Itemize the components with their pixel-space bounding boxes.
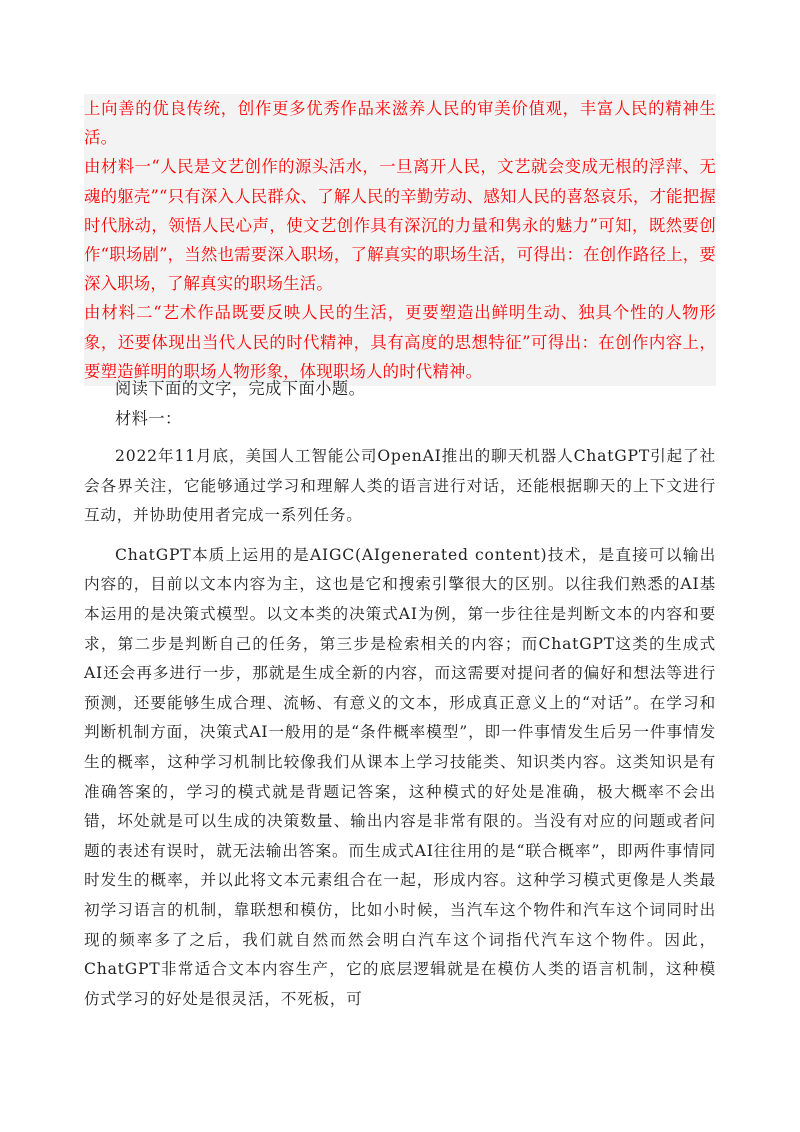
passage-paragraph: ChatGPT本质上运用的是AIGC(AIgenerated content)技术，是直接可以输出内容的，目前以文本内容为主，这也是它和搜索引擎很大的区别。以往我们熟悉的AI基本运用的是决策式模型。以文本类的决策式AI为例，第一步往往是判断文本的内容和要求，第二步是判断自己的任务，第三步是检索相关的内容；而ChatGPT这类的生成式AI还会再多进行一步，那就是生成全新的内容，而这需要对提问者的偏好和想法等进行预测，还要能够生成合理、流畅、有意义的文本，形成真正意义上的“对话”。在学习和判断机制方面，决策式AI一般用的是“条件概率模型”，即一件事情发生后另一件事情发生的概率，这种学习机制比较像我们从课本上学习技能类、知识类内容。这类知识是有准确答案的，学习的模式就是背题记答案，这种模式的好处是准确，极大概率不会出错，坏处就是可以生成的决策数量、输出内容是非常有限的。当没有对应的问题或者问题的表述有误时，就无法输出答案。而生成式AI往往用的是“联合概率”，即两件事情同时发生的概率，并以此将文本元素组合在一起，形成内容。这种学习模式更像是人类最初学习语言的机制，靠联想和模仿，比如小时候，当汽车这个物件和汽车这个词同时出现的频率多了之后，我们就自然而然会明白汽车这个词指代汽车这个物件。因此，ChatGPT非常适合文本内容生产，它的底层逻辑就是在模仿人类的语言机制，这种模仿式学习的好处是很灵活，不死板，可 <box>84 545 716 1008</box>
answer-analysis-block <box>84 94 716 386</box>
material-label: 材料一： <box>115 409 182 428</box>
reading-instruction: 阅读下面的文字，完成下面小题。 <box>115 379 366 398</box>
passage-paragraph: 2022年11月底，美国人工智能公司OpenAI推出的聊天机器人ChatGPT引起了社会各界关注，它能够通过学习和理解人类的语言进行对话，还能根据聊天的上下文进行互动，并协助使用者完成一系列任务。 <box>84 447 716 525</box>
reading-passage <box>84 374 716 1014</box>
answer-paragraph: 由材料二“艺术作品既要反映人民的生活，更要塑造出鲜明生动、独具个性的人物形象，还要体现出当代人民的时代精神，具有高度的思想特征”可得出：在创作内容上，要塑造鲜明的职场人物形象，体现职场人的时代精神。 <box>84 303 716 381</box>
answer-paragraph: 上向善的优良传统，创作更多优秀作品来滋养人民的审美价值观，丰富人民的精神生活。 <box>84 99 716 148</box>
answer-paragraph: 由材料一“人民是文艺创作的源头活水，一旦离开人民，文艺就会变成无根的浮萍、无魂的躯壳”“只有深入人民群众、了解人民的辛勤劳动、感知人民的喜怒哀乐，才能把握时代脉动，领悟人民心声，使文艺创作具有深沉的力量和隽永的魅力”可知，既然要创作“职场剧”，当然也需要深入职场，了解真实的职场生活，可得出：在创作路径上，要深入职场，了解真实的职场生活。 <box>84 157 716 294</box>
